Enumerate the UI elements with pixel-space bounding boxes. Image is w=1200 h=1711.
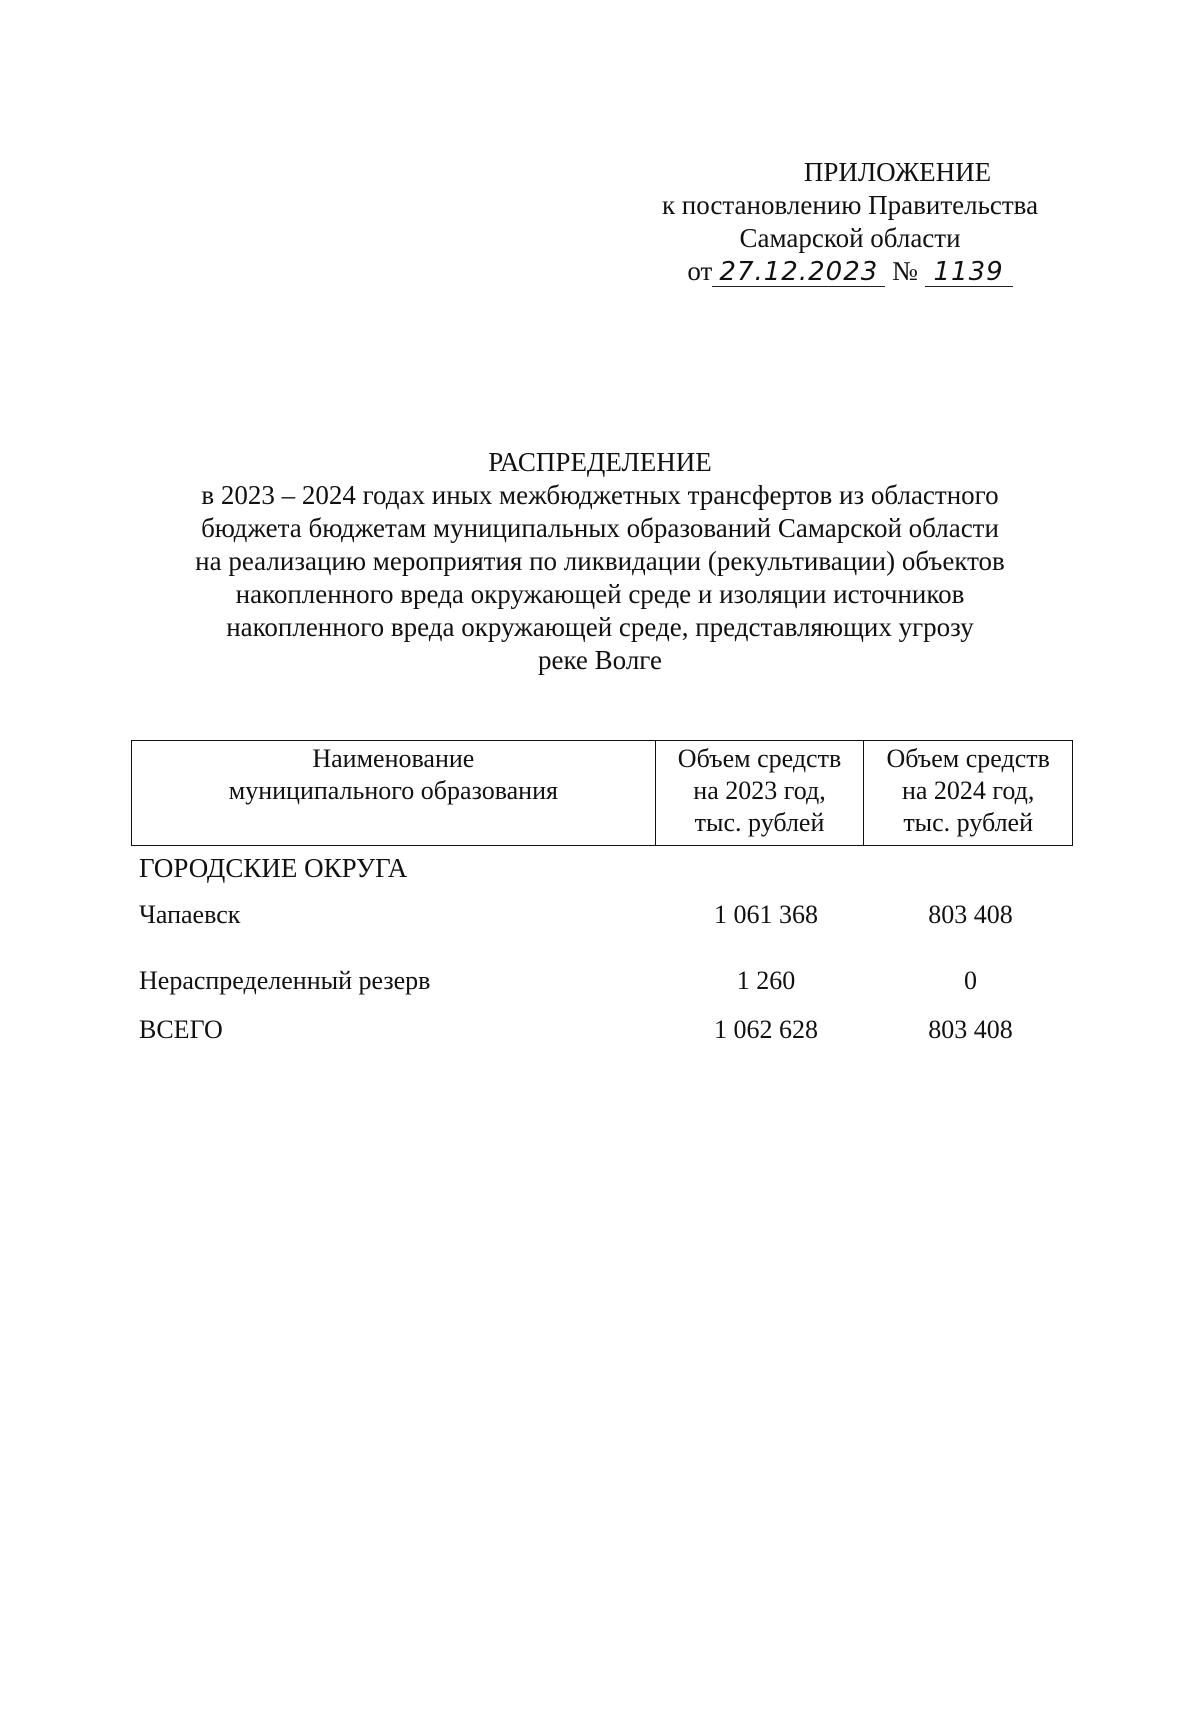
table-header <box>131 740 1073 846</box>
row-value-2024: 803 408 <box>928 900 1013 929</box>
appendix-line-1: к постановлению Правительства <box>661 190 1039 220</box>
header-municipality <box>132 741 656 846</box>
handwritten-number: 1139 <box>925 258 1013 287</box>
table-row <box>131 899 1073 931</box>
appendix-block <box>600 156 1100 288</box>
document-title <box>150 446 1050 677</box>
appendix-reference <box>600 255 1100 288</box>
title-line-2: бюджета бюджетам муниципальных образований Самарской области <box>201 513 999 543</box>
header-municipality-line-1: Наименование <box>312 744 475 773</box>
row-value-2023: 1 062 628 <box>714 1015 818 1044</box>
header-2023-line-3: тыс. рублей <box>694 808 825 837</box>
table-body <box>131 852 1073 1046</box>
row-value-2024: 0 <box>964 966 977 995</box>
title-line-6: реке Волге <box>538 645 662 675</box>
section-label: ГОРОДСКИЕ ОКРУГА <box>139 853 408 883</box>
header-2024-line-1: Объем средств <box>886 744 1050 773</box>
from-label: от <box>687 256 713 286</box>
row-value-2023: 1 260 <box>736 966 796 995</box>
header-row <box>132 741 1073 846</box>
row-value-2023: 1 061 368 <box>714 900 818 929</box>
header-2024 <box>864 741 1073 846</box>
header-2024-line-2: на 2024 год, <box>901 776 1035 805</box>
handwritten-date: 27.12.2023 <box>712 258 885 287</box>
header-municipality-line-2: муниципального образования <box>228 776 558 805</box>
title-line-5: накопленного вреда окружающей среде, представляющих угрозу <box>226 612 974 642</box>
row-value-2024: 803 408 <box>928 1015 1013 1044</box>
title-line-4: накопленного вреда окружающей среде и изоляции источников <box>235 579 965 609</box>
header-2024-line-3: тыс. рублей <box>903 808 1034 837</box>
table-row <box>131 965 1073 997</box>
title-heading: РАСПРЕДЕЛЕНИЕ <box>488 447 712 477</box>
row-name: Чапаевск <box>139 900 241 929</box>
title-line-3: на реализацию мероприятия по ликвидации (рекультивации) объектов <box>195 546 1005 576</box>
header-2023 <box>655 741 864 846</box>
header-2023-line-1: Объем средств <box>677 744 842 773</box>
number-label: № <box>892 256 918 286</box>
row-name: ВСЕГО <box>139 1015 223 1044</box>
allocation-table <box>131 740 1073 846</box>
row-name: Нераспределенный резерв <box>139 966 431 995</box>
header-2023-line-2: на 2023 год, <box>693 776 826 805</box>
title-line-1: в 2023 – 2024 годах иных межбюджетных трансфертов из областного <box>201 480 999 510</box>
table-row-total <box>131 1014 1073 1046</box>
appendix-line-2: Самарской области <box>739 223 961 253</box>
appendix-heading: ПРИЛОЖЕНИЕ <box>803 157 992 187</box>
section-row <box>131 852 1073 884</box>
